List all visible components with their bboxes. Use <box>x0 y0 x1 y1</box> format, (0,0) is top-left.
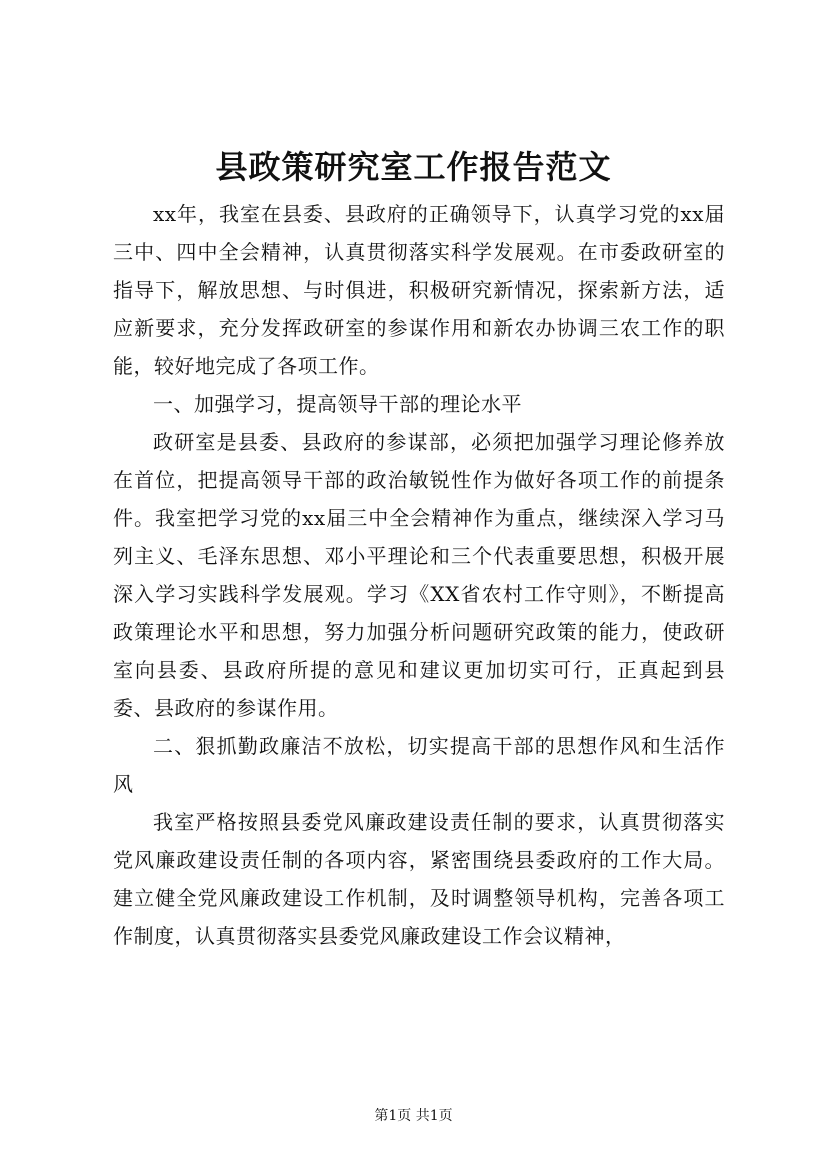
paragraph-section-2: 我室严格按照县委党风廉政建设责任制的要求，认真贯彻落实党风廉政建设责任制的各项内容，紧密围绕县委政府的工作大局。建立健全党风廉政建设工作机制，及时调整领导机构，完善各项工作制度，认真贯彻落实县委党风廉政建设工作会议精神， <box>113 810 725 948</box>
section-heading-1: 一、加强学习，提高领导干部的理论水平 <box>153 392 522 416</box>
section-heading-2: 二、狠抓勤政廉洁不放松，切实提高干部的思想作风和生活作风 <box>113 734 725 796</box>
document-title: 县政策研究室工作报告范文 <box>215 148 612 186</box>
paragraph-section-1: 政研室是县委、县政府的参谋部，必须把加强学习理论修养放在首位，把提高领导干部的政治敏锐性作为做好各项工作的前提条件。我室把学习党的xx届三中全会精神作为重点，继续深入学习马列主义、毛泽东思想、邓小平理论和三个代表重要思想，积极开展深入学习实践科学发展观。学习《XX省农村工作守则》，不断提高政策理论水平和思想，努力加强分析问题研究政策的能力，使政研室向县委、县政府所提的意见和建议更加切实可行，正真起到县委、县政府的参谋作用。 <box>113 430 725 720</box>
paragraph-intro: xx年，我室在县委、县政府的正确领导下，认真学习党的xx届三中、四中全会精神，认真贯彻落实科学发展观。在市委政研室的指导下，解放思想、与时俱进，积极研究新情况，探索新方法，适应新要求，充分发挥政研室的参谋作用和新农办协调三农工作的职能，较好地完成了各项工作。 <box>113 202 725 378</box>
document-body <box>113 195 725 955</box>
page-footer: 第1页 共1页 <box>374 1108 453 1124</box>
